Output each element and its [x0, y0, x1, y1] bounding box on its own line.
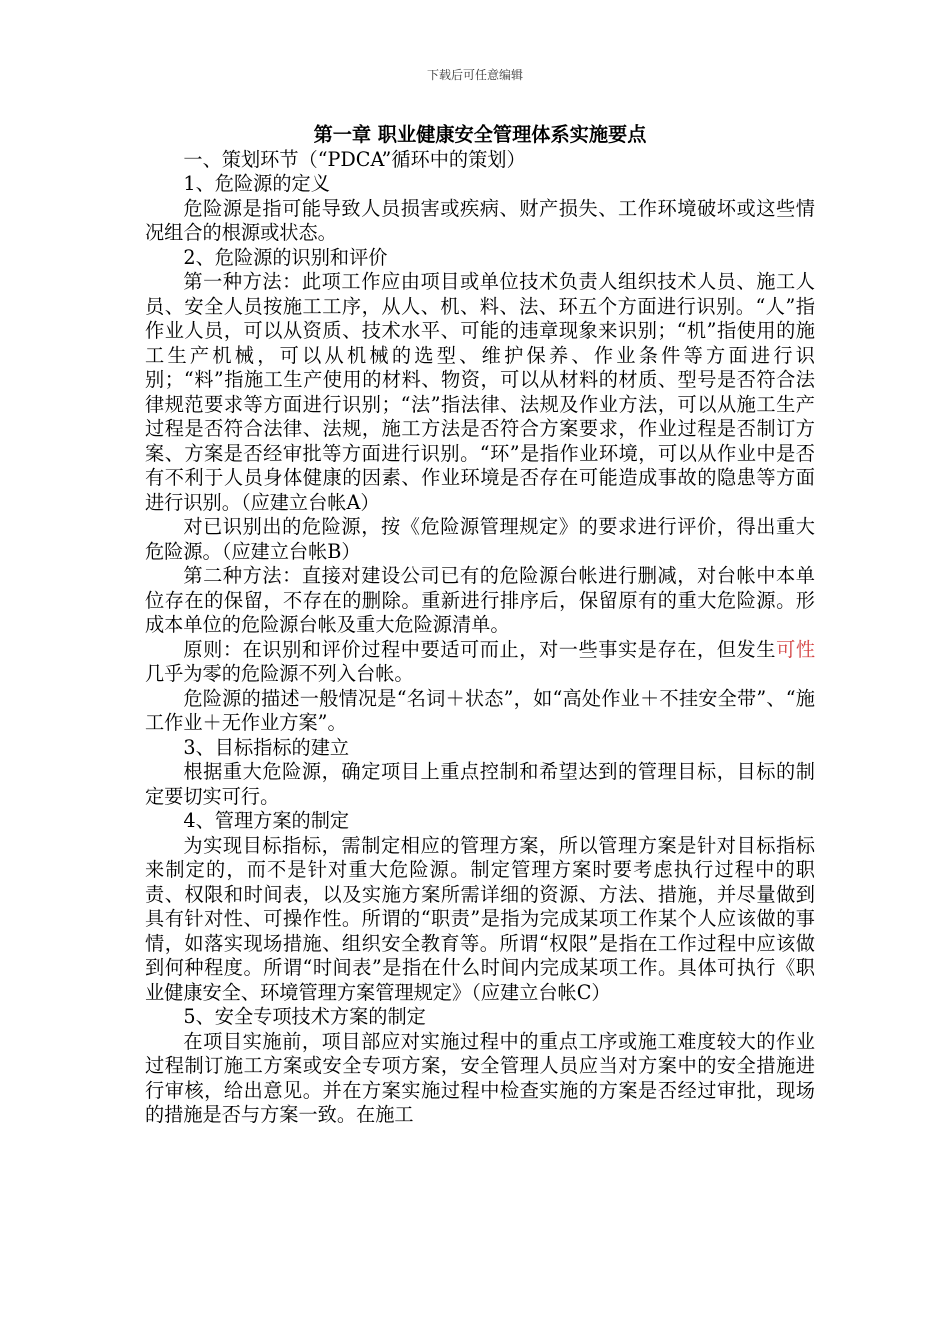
section-heading-planning: 一、策划环节（“PDCA”循环中的策划）	[183, 147, 526, 171]
paragraph-hazard-description: 危险源的描述一般情况是“名词＋状态”，如“高处作业＋不挂安全带”、“施工作业＋无作业方案”。	[145, 686, 815, 734]
subheading-management-plan: 4、管理方案的制定	[183, 809, 350, 832]
paragraph-method-one: 第一种方法：此项工作应由项目或单位技术负责人组织技术人员、施工人员、安全人员按施工工序，从人、机、料、法、环五个方面进行识别。“人”指作业人员，可以从资质、技术水平、可能的违章现象来识别；“机”指使用的施工生产机械，可以从机械的选型、维护保养、作业条件等方面进行识别；“料”指施工生产使用的材料、物资，可以从材料的材质、型号是否符合法律规范要求等方面进行识别；“法”指法律、法规及作业方法，可以从施工生产过程是否符合法律、法规，施工方法是否符合方案要求，作业过程是否制订方案、方案是否经审批等方面进行识别。“环”是指作业环境，可以从作业中是否有不利于人员身体健康的因素、作业环境是否存在可能造成事故的隐患等方面进行识别。（应建立台帐A）	[145, 270, 815, 514]
paragraph-safety-technical-plan: 在项目实施前，项目部应对实施过程中的重点工序或施工难度较大的作业过程制订施工方案或安全专项方案，安全管理人员应当对方案中的安全措施进行审核，给出意见。并在方案实施过程中检查实施的方案是否经过审批，现场的措施是否与方案一致。在施工	[145, 1029, 815, 1126]
highlighted-text: 可性	[776, 637, 816, 661]
principle-text-before: 原则：在识别和评价过程中要适可而止，对一些事实是存在，但发生	[183, 637, 777, 661]
paragraph-method-two: 第二种方法：直接对建设公司已有的危险源台帐进行删减，对台帐中本单位存在的保留，不存在的删除。重新进行排序后，保留原有的重大危险源。形成本单位的危险源台帐及重大危险源清单。	[145, 564, 815, 636]
document-body	[145, 123, 815, 1128]
subheading-hazard-definition: 1、危险源的定义	[183, 172, 330, 195]
subheading-safety-technical-plan: 5、安全专项技术方案的制定	[183, 1005, 426, 1028]
chapter-title: 第一章 职业健康安全管理体系实施要点	[313, 123, 647, 146]
subheading-objectives: 3、目标指标的建立	[183, 735, 350, 759]
paragraph-principle	[145, 638, 815, 687]
principle-text-after: 几乎为零的危险源不列入台帐。	[145, 662, 414, 685]
paragraph-evaluation: 对已识别出的危险源，按《危险源管理规定》的要求进行评价，得出重大危险源。（应建立台帐B）	[145, 515, 815, 563]
header-note: 下载后可任意编辑	[426, 68, 523, 82]
paragraph-hazard-definition: 危险源是指可能导致人员损害或疾病、财产损失、工作环境破坏或这些情况组合的根源或状态。	[145, 196, 815, 244]
paragraph-management-plan: 为实现目标指标，需制定相应的管理方案，所以管理方案是针对目标指标来制定的，而不是针对重大危险源。制定管理方案时要考虑执行过程中的职责、权限和时间表，以及实施方案所需详细的资源、方法、措施，并尽量做到具有针对性、可操作性。所谓的“职责”是指为完成某项工作某个人应该做的事情，如落实现场措施、组织安全教育等。所谓“权限”是指在工作过程中应该做到何种程度。所谓“时间表”是指在什么时间内完成某项工作。具体可执行《职业健康安全、环境管理方案管理规定》（应建立台帐C）	[145, 833, 815, 1004]
paragraph-objectives: 根据重大危险源，确定项目上重点控制和希望达到的管理目标，目标的制定要切实可行。	[145, 760, 815, 808]
subheading-hazard-identification: 2、危险源的识别和评价	[183, 245, 388, 269]
